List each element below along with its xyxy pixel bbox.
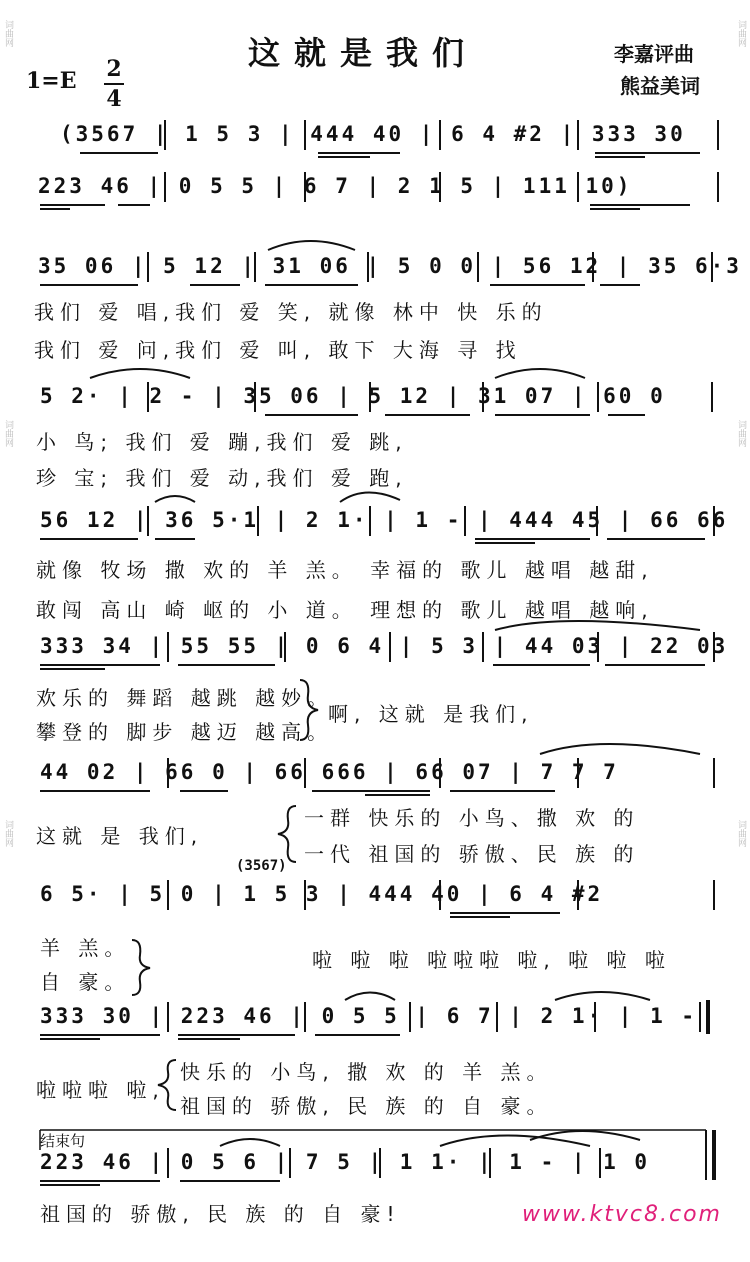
- song-title: 这就是我们: [248, 34, 479, 72]
- right-watermark-3: 词曲网: [736, 820, 746, 847]
- left-watermark-2: 词曲网: [3, 420, 13, 447]
- notation-row-10: 223 46 | 0 5 6 | 7 5 | 1 1· | 1 - | 1 0: [40, 1150, 651, 1174]
- composer-credit: 李嘉评曲: [614, 42, 694, 66]
- key-signature: 1=E: [26, 68, 77, 94]
- ending-label: 结束句: [40, 1132, 86, 1150]
- lyric-row-9-verse-1: 快乐的 小鸟, 撒 欢 的 羊 羔。: [180, 1060, 553, 1084]
- lyric-row-5-verse-2: 敢闯 高山 崎 岖的 小 道。 理想的 歌儿 越唱 越响,: [36, 598, 654, 622]
- lyric-row-6-verse-2: 攀登的 脚步 越迈 越高。: [36, 720, 334, 744]
- lyric-row-3-verse-2: 我们 爱 问,我们 爱 叫, 敢下 大海 寻 找: [34, 338, 522, 362]
- notation-row-2: 223 46 | 0 5 5 | 6 7 | 2 1 5 | 111 10): [38, 174, 633, 198]
- notation-row-6: 333 34 | 55 55 | 0 6 4 | 5 3 | 44 03 | 22 03: [40, 634, 729, 658]
- lyric-row-4-verse-1: 小 鸟; 我们 爱 蹦,我们 爱 跳,: [36, 430, 408, 454]
- left-watermark: 词曲网: [3, 20, 13, 47]
- right-watermark: 词曲网: [736, 20, 746, 47]
- site-logo[interactable]: www.ktvc8.com: [521, 1202, 722, 1227]
- left-watermark-3: 词曲网: [3, 820, 13, 847]
- notation-row-7: 44 02 | 66 0 | 66 666 | 66 07 | 7 7 7: [40, 760, 619, 784]
- lyric-row-7-left: 这就 是 我们,: [36, 824, 204, 848]
- time-signature: [104, 56, 124, 112]
- lyric-row-4-verse-2: 珍 宝; 我们 爱 动,我们 爱 跑,: [36, 466, 408, 490]
- lyric-row-3-verse-1: 我们 爱 唱,我们 爱 笑, 就像 林中 快 乐的: [34, 300, 548, 324]
- lyric-row-8-verse-2: 自 豪。: [40, 970, 131, 994]
- repeat-note: (3567): [236, 858, 287, 874]
- lyric-row-5-verse-1: 就像 牧场 撒 欢的 羊 羔。 幸福的 歌儿 越唱 越甜,: [36, 558, 654, 582]
- refrain-row-6: 啊, 这就 是我们,: [328, 702, 534, 726]
- time-signature-bottom: 4: [106, 86, 122, 112]
- time-signature-top: 2: [106, 56, 122, 82]
- lyric-row-10: 祖国的 骄傲, 民 族 的 自 豪!: [40, 1202, 401, 1226]
- lyric-row-9-verse-2: 祖国的 骄傲, 民 族 的 自 豪。: [180, 1094, 553, 1118]
- refrain-row-8: 啦 啦 啦 啦啦啦 啦, 啦 啦 啦: [312, 948, 671, 972]
- lyric-row-9-left: 啦啦啦 啦,: [36, 1078, 165, 1102]
- lyric-row-6-verse-1: 欢乐的 舞蹈 越跳 越妙。: [36, 686, 334, 710]
- notation-row-4: 5 2· | 2 - | 35 06 | 5 12 | 31 07 | 60 0: [40, 384, 666, 408]
- lyric-row-8-verse-1: 羊 羔。: [40, 936, 131, 960]
- notation-row-9: 333 30 | 223 46 | 0 5 5 | 6 7 | 2 1· | 1 -: [40, 1004, 698, 1028]
- lyric-row-7-verse-2: 一代 祖国的 骄傲、民 族 的: [304, 842, 640, 866]
- lyricist-credit: 熊益美词: [620, 74, 700, 98]
- notation-row-1: (3567 | 1 5 3 | 444 40 | 6 4 #2 | 333 30: [60, 122, 686, 146]
- notation-row-5: 56 12 | 36 5·1 | 2 1· | 1 - | 444 45 | 66 66: [40, 508, 729, 532]
- lyric-row-7-verse-1: 一群 快乐的 小鸟、撒 欢 的: [304, 806, 640, 830]
- notation-row-8: 6 5· | 5 0 | 1 5 3 | 444 40 | 6 4 #2: [40, 882, 604, 906]
- notation-row-3: 35 06 | 5 12 | 31 06 | 5 0 0 | 56 12 | 35 6·3: [38, 254, 742, 278]
- right-watermark-2: 词曲网: [736, 420, 746, 447]
